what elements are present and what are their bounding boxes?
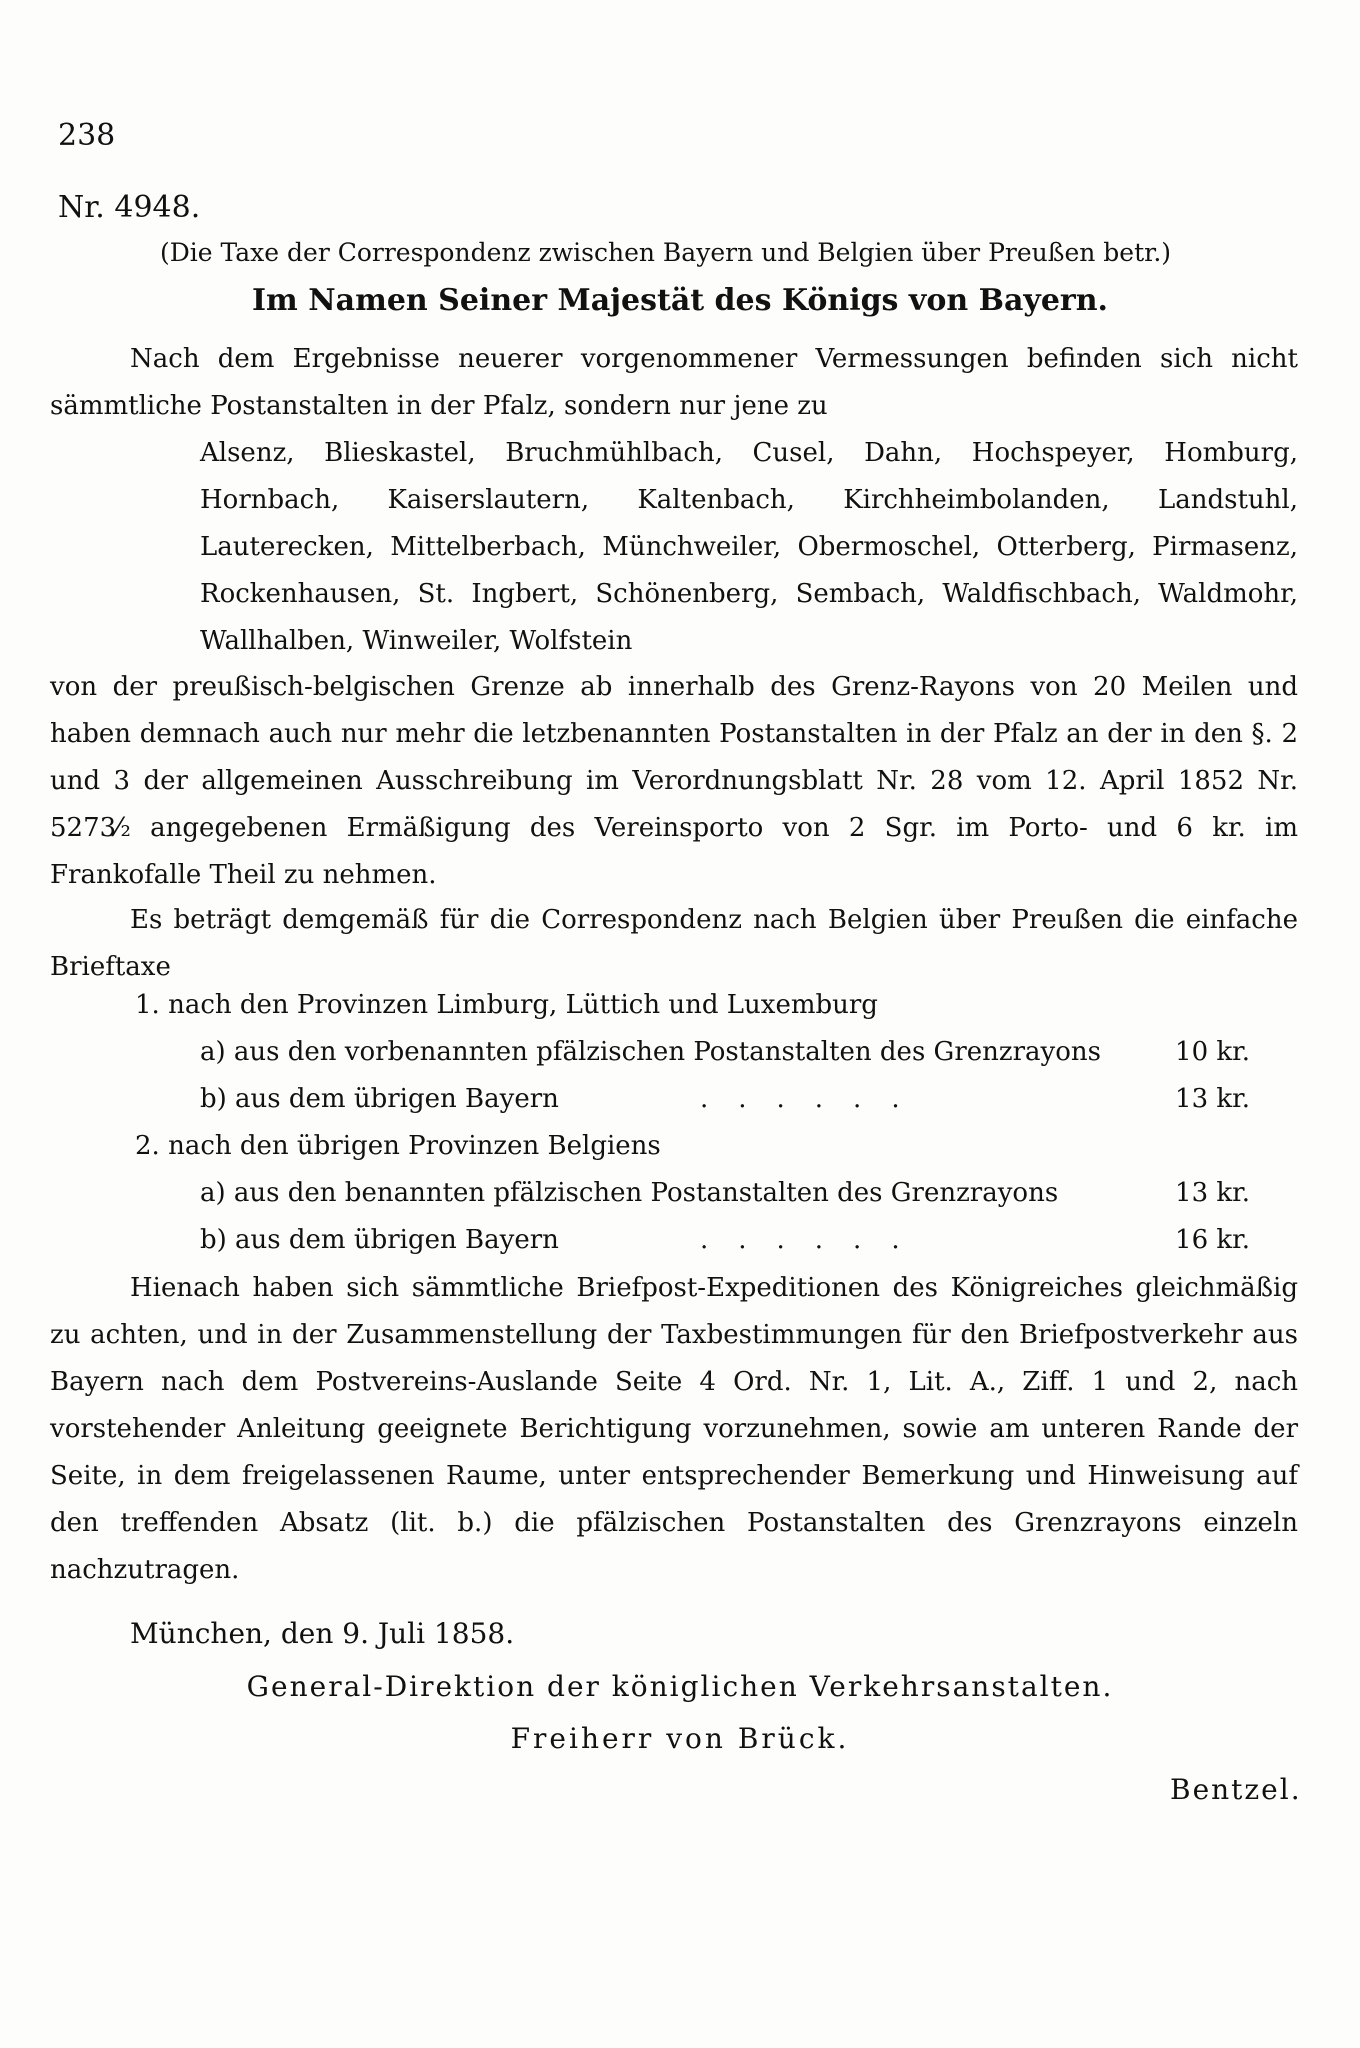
- tariff-1b-rate: 13 kr.: [1175, 1084, 1250, 1114]
- signatory-primary: Freiherr von Brück.: [510, 1722, 850, 1755]
- tariff-1a-rate: 10 kr.: [1175, 1037, 1250, 1067]
- paragraph-rate-intro: Es beträgt demgemäß für die Correspondenz nach Belgien über Preußen die einfache Brieftaxe: [50, 905, 1298, 982]
- date-line: München, den 9. Juli 1858.: [130, 1617, 515, 1650]
- tariff-1b-label: b) aus dem übrigen Bayern: [200, 1084, 559, 1114]
- preamble-heading: Im Namen Seiner Majestät des Königs von Bayern.: [252, 283, 1108, 318]
- tariff-2b-rate: 16 kr.: [1175, 1225, 1250, 1255]
- tariff-group-1: 1. nach den Provinzen Limburg, Lüttich und Luxemburg: [135, 990, 878, 1020]
- tariff-1a-label: a) aus den vorbenannten pfälzischen Postanstalten des Grenzrayons: [200, 1037, 1101, 1067]
- page-number: 238: [58, 118, 116, 153]
- tariff-1b-leader: ......: [700, 1084, 930, 1114]
- tariff-2b-label: b) aus dem übrigen Bayern: [200, 1225, 559, 1255]
- tariff-2a-label: a) aus den benannten pfälzischen Postanstalten des Grenzrayons: [200, 1178, 1059, 1208]
- paragraph-instructions: Hienach haben sich sämmtliche Briefpost-Expeditionen des Königreiches gleichmäßig zu achten, und in der Zusammenstellung der Taxbestimmungen für den Briefpostverkehr aus Bayern nach dem Postvereins-Auslande Seite 4 Ord. Nr. 1, Lit. A., Ziff. 1 und 2, nach vorstehender Anleitung geeignete Berichtigung vorzunehmen, sowie am unteren Rande der Seite, in dem freigelassenen Raume, unter entsprechender Bemerkung und Hinweisung auf den treffenden Absatz (lit. b.) die pfälzischen Postanstalten des Grenzrayons einzeln nachzutragen.: [50, 1273, 1298, 1585]
- subject-line: (Die Taxe der Correspondenz zwischen Bayern und Belgien über Preußen betr.): [160, 238, 1172, 267]
- paragraph-intro: Nach dem Ergebnisse neuerer vorgenommener Vermessungen befinden sich nicht sämmtliche Postanstalten in der Pfalz, sondern nur jene zu: [50, 344, 1298, 421]
- paragraph-border-zone: von der preußisch-belgischen Grenze ab innerhalb des Grenz-Rayons von 20 Meilen und haben demnach auch nur mehr die letzbenannten Postanstalten in der Pfalz an der in den §. 2 und 3 der allgemeinen Ausschreibung im Verordnungsblatt Nr. 28 vom 12. April 1852 Nr. 5273⁄₂ angegebenen Ermäßigung des Vereinsporto von 2 Sgr. im Porto- und 6 kr. im Frankofalle Theil zu nehmen.: [50, 672, 1298, 890]
- issuing-authority: General-Direktion der königlichen Verkehrsanstalten.: [246, 1670, 1114, 1703]
- document-number: Nr. 4948.: [58, 190, 201, 225]
- tariff-2a-rate: 13 kr.: [1175, 1178, 1250, 1208]
- tariff-2b-leader: ......: [700, 1225, 930, 1255]
- post-office-list: Alsenz, Blieskastel, Bruchmühlbach, Cusel, Dahn, Hochspeyer, Homburg, Hornbach, Kaiserslautern, Kaltenbach, Kirchheimbolanden, Landstuhl, Lauterecken, Mittelberbach, Münchweiler, Obermoschel, Otterberg, Pirmasenz, Rockenhausen, St. Ingbert, Schönenberg, Sembach, Waldfischbach, Waldmohr, Wallhalben, Winweiler, Wolfstein: [200, 438, 1298, 656]
- tariff-group-2: 2. nach den übrigen Provinzen Belgiens: [135, 1131, 661, 1161]
- signatory-secondary: Bentzel.: [1170, 1773, 1302, 1806]
